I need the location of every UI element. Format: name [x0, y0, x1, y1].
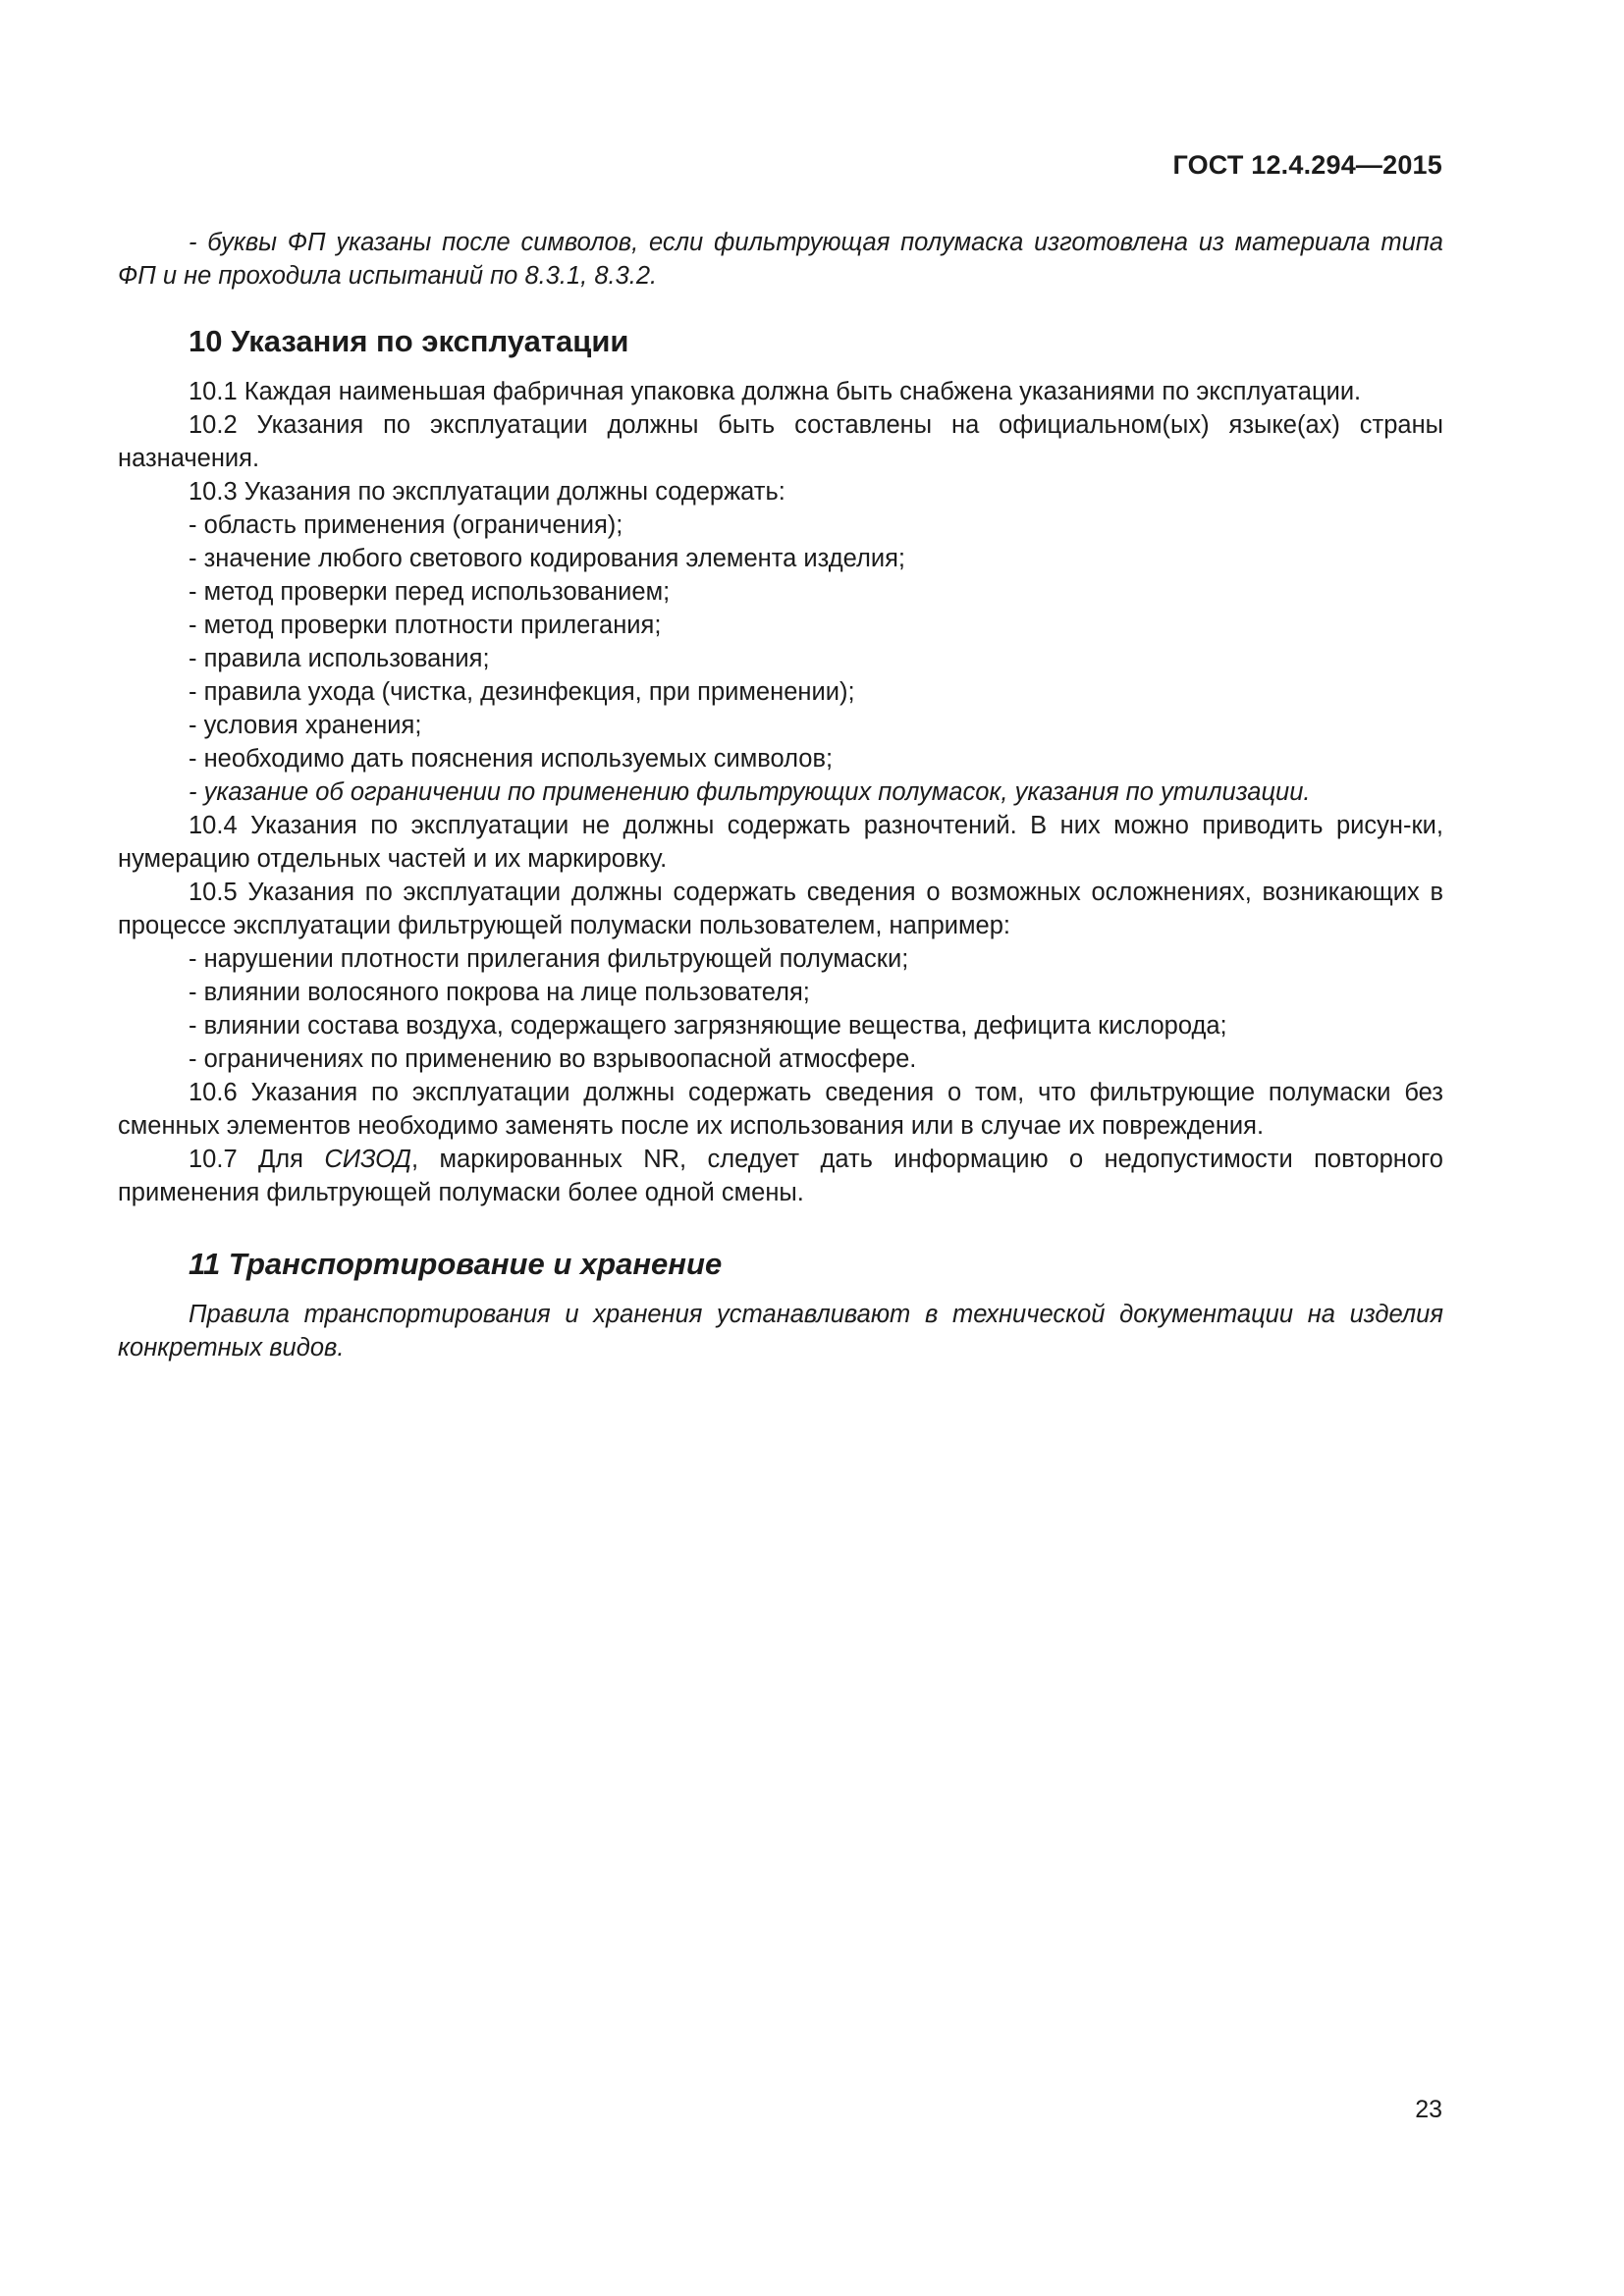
list-item: - значение любого светового кодирования элемента изделия;	[189, 545, 905, 572]
paragraph-10-4: 10.4 Указания по эксплуатации не должны содержать разночтений. В них можно приводить рисун-ки, нумерацию отдельных частей и их маркировку.	[118, 812, 1443, 873]
list-item: - указание об ограничении по применению фильтрующих полумасок, указания по утилизации.	[189, 778, 1311, 806]
paragraph-10-2: 10.2 Указания по эксплуатации должны быть составлены на официальном(ых) языке(ах) страны назначения.	[118, 411, 1443, 472]
paragraph-10-7-end: , маркированных NR, следует дать информацию о недопустимости повторного применения фильтрующей полумаски более одной смены.	[118, 1146, 1443, 1206]
list-item: - влиянии состава воздуха, содержащего загрязняющие вещества, дефицита кислорода;	[189, 1012, 1227, 1040]
list-item: - нарушении плотности прилегания фильтрующей полумаски;	[189, 945, 909, 973]
section-10-heading: 10 Указания по эксплуатации	[189, 324, 629, 358]
list-item: - необходимо дать пояснения используемых символов;	[189, 745, 834, 773]
list-item: - влиянии волосяного покрова на лице пользователя;	[189, 979, 810, 1006]
section-11-paragraph: Правила транспортирования и хранения устанавливают в технической документации на изделия конкретных видов.	[118, 1301, 1443, 1362]
list-item: - правила использования;	[189, 645, 490, 672]
paragraph-10-7-start: 10.7 Для	[189, 1146, 325, 1173]
list-item: - ограничениях по применению во взрывоопасной атмосфере.	[189, 1045, 917, 1073]
list-item: - метод проверки перед использованием;	[189, 578, 671, 606]
section-11-heading: 11 Транспортирование и хранение	[189, 1247, 723, 1281]
paragraph-10-1: 10.1 Каждая наименьшая фабричная упаковка должна быть снабжена указаниями по эксплуатации.	[189, 378, 1362, 405]
paragraph-10-7	[118, 1143, 1443, 1209]
paragraph-10-6: 10.6 Указания по эксплуатации должны содержать сведения о том, что фильтрующие полумаски без сменных элементов необходимо заменять после их использования или в случае их повреждения.	[118, 1079, 1443, 1140]
paragraph-10-3: 10.3 Указания по эксплуатации должны содержать:	[189, 478, 785, 506]
list-item: - условия хранения;	[189, 712, 422, 739]
paragraph-10-7-italic-term: СИЗОД	[324, 1146, 412, 1173]
document-code-header: ГОСТ 12.4.294—2015	[1172, 150, 1442, 180]
page-content	[118, 226, 1443, 1364]
paragraph-10-5: 10.5 Указания по эксплуатации должны содержать сведения о возможных осложнениях, возникающих в процессе эксплуатации фильтрующей полумаски пользователем, например:	[118, 879, 1443, 939]
page-number: 23	[1415, 2096, 1442, 2123]
list-item: - правила ухода (чистка, дезинфекция, при применении);	[189, 678, 855, 706]
list-item: - метод проверки плотности прилегания;	[189, 612, 662, 639]
intro-paragraph: - буквы ФП указаны после символов, если фильтрующая полумаска изготовлена из материала типа ФП и не проходила испытаний по 8.3.1, 8.3.2.	[118, 229, 1443, 290]
list-item: - область применения (ограничения);	[189, 511, 623, 539]
